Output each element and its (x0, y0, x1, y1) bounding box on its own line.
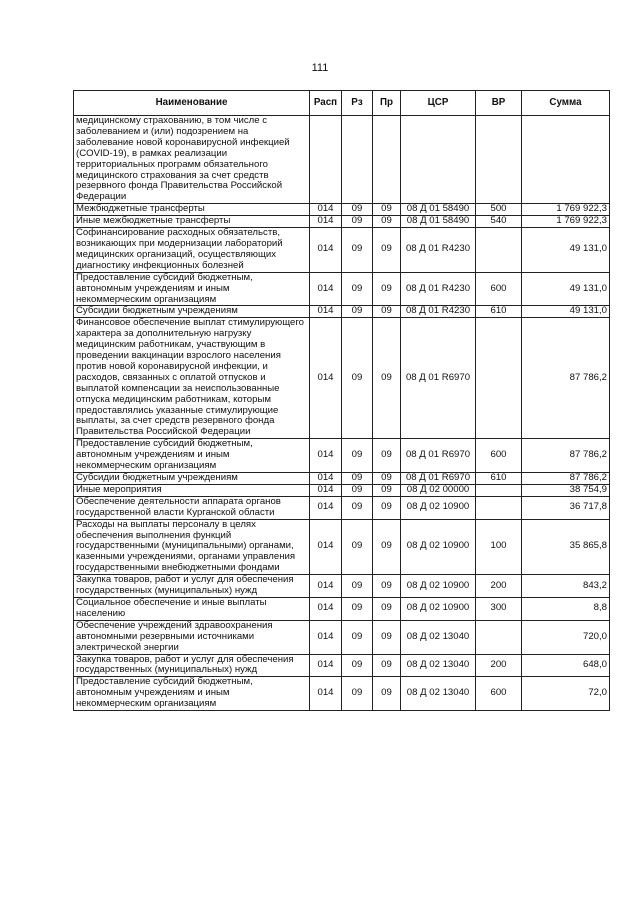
cell-pr: 09 (373, 597, 401, 620)
cell-rasp: 014 (310, 519, 342, 575)
cell-vr: 600 (476, 272, 522, 306)
cell-csr: 08 Д 01 58490 (401, 216, 476, 228)
cell-name: Закупка товаров, работ и услуг для обеспечения государственных (муниципальных) нужд (74, 575, 310, 598)
cell-sum: 8,8 (522, 597, 610, 620)
cell-rasp (310, 116, 342, 204)
cell-rz: 09 (342, 439, 373, 473)
cell-rasp: 014 (310, 597, 342, 620)
page-number: 111 (311, 62, 329, 74)
table-row (74, 318, 610, 439)
cell-rz (342, 116, 373, 204)
cell-rasp: 014 (310, 272, 342, 306)
cell-rz: 09 (342, 318, 373, 439)
cell-rasp: 014 (310, 620, 342, 654)
cell-name: Закупка товаров, работ и услуг для обеспечения государственных (муниципальных) нужд (74, 654, 310, 677)
cell-sum (522, 116, 610, 204)
cell-rasp: 014 (310, 306, 342, 318)
cell-pr: 09 (373, 575, 401, 598)
cell-vr: 100 (476, 519, 522, 575)
cell-sum: 648,0 (522, 654, 610, 677)
cell-sum: 49 131,0 (522, 306, 610, 318)
table-header-row (74, 91, 610, 116)
table-row (74, 272, 610, 306)
cell-csr: 08 Д 01 R4230 (401, 272, 476, 306)
cell-pr: 09 (373, 473, 401, 485)
cell-pr: 09 (373, 228, 401, 273)
cell-pr: 09 (373, 216, 401, 228)
table-row (74, 597, 610, 620)
cell-name: Обеспечение учреждений здравоохранения автономными резервными источниками электрической энергии (74, 620, 310, 654)
cell-name: Социальное обеспечение и иные выплаты населению (74, 597, 310, 620)
cell-pr: 09 (373, 272, 401, 306)
cell-pr: 09 (373, 654, 401, 677)
cell-rz: 09 (342, 597, 373, 620)
cell-rz: 09 (342, 677, 373, 711)
cell-pr: 09 (373, 318, 401, 439)
cell-rasp: 014 (310, 216, 342, 228)
cell-vr: 610 (476, 473, 522, 485)
header-pr: Пр (373, 91, 401, 116)
cell-name: Предоставление субсидий бюджетным, автономным учреждениям и иным некоммерческим организациям (74, 272, 310, 306)
cell-sum: 49 131,0 (522, 228, 610, 273)
cell-rasp: 014 (310, 473, 342, 485)
cell-rasp: 014 (310, 439, 342, 473)
cell-pr: 09 (373, 496, 401, 519)
cell-rz: 09 (342, 575, 373, 598)
cell-rz: 09 (342, 306, 373, 318)
cell-name: Иные межбюджетные трансферты (74, 216, 310, 228)
cell-name: Межбюджетные трансферты (74, 204, 310, 216)
cell-vr (476, 318, 522, 439)
cell-vr (476, 496, 522, 519)
cell-name: Обеспечение деятельности аппарата органов государственной власти Курганской области (74, 496, 310, 519)
cell-rz: 09 (342, 473, 373, 485)
cell-rasp: 014 (310, 318, 342, 439)
cell-rz: 09 (342, 204, 373, 216)
cell-sum: 843,2 (522, 575, 610, 598)
cell-csr: 08 Д 02 13040 (401, 654, 476, 677)
cell-rasp: 014 (310, 496, 342, 519)
cell-rasp: 014 (310, 484, 342, 496)
cell-sum: 87 786,2 (522, 473, 610, 485)
cell-vr: 300 (476, 597, 522, 620)
header-name: Наименование (74, 91, 310, 116)
cell-name: Финансовое обеспечение выплат стимулирующего характера за дополнительную нагрузку медицинским работникам, участвующим в проведении вакцинации взрослого населения против новой коронавирусной инфекции, и расходов, связанных с оплатой отпусков и выплатой компенсации за неиспользованные отпуска медицинским работникам, которым предоставлялись указанные стимулирующие выплаты, за счет средств резервного фонда Правительства Российской Федерации (74, 318, 310, 439)
cell-vr: 500 (476, 204, 522, 216)
cell-name: медицинскому страхованию, в том числе с заболеванием и (или) подозрением на заболевание новой коронавирусной инфекцией (COVID-19), в рамках реализации территориальных программ обязательного медицинского страхования за счет средств резервного фонда Правительства Российской Федерации (74, 116, 310, 204)
header-csr: ЦСР (401, 91, 476, 116)
cell-rasp: 014 (310, 654, 342, 677)
cell-rz: 09 (342, 496, 373, 519)
cell-name: Субсидии бюджетным учреждениям (74, 473, 310, 485)
cell-csr: 08 Д 02 10900 (401, 496, 476, 519)
cell-pr: 09 (373, 677, 401, 711)
cell-csr: 08 Д 02 10900 (401, 575, 476, 598)
table-row (74, 620, 610, 654)
table-row (74, 575, 610, 598)
cell-rasp: 014 (310, 204, 342, 216)
cell-vr: 200 (476, 654, 522, 677)
table-row (74, 677, 610, 711)
cell-rz: 09 (342, 272, 373, 306)
header-sum: Сумма (522, 91, 610, 116)
cell-vr: 600 (476, 439, 522, 473)
table-row (74, 216, 610, 228)
cell-sum: 38 754,9 (522, 484, 610, 496)
cell-name: Софинансирование расходных обязательств, возникающих при модернизации лабораторий медицинских организаций, осуществляющих диагностику инфекционных болезней (74, 228, 310, 273)
cell-name: Предоставление субсидий бюджетным, автономным учреждениям и иным некоммерческим организациям (74, 677, 310, 711)
cell-rz: 09 (342, 484, 373, 496)
cell-name: Иные мероприятия (74, 484, 310, 496)
cell-csr: 08 Д 01 R4230 (401, 228, 476, 273)
cell-vr: 600 (476, 677, 522, 711)
cell-csr: 08 Д 02 10900 (401, 597, 476, 620)
cell-sum: 87 786,2 (522, 439, 610, 473)
table-row (74, 654, 610, 677)
cell-csr: 08 Д 01 R4230 (401, 306, 476, 318)
cell-pr (373, 116, 401, 204)
table-row (74, 306, 610, 318)
table-row (74, 484, 610, 496)
cell-pr: 09 (373, 306, 401, 318)
cell-sum: 1 769 922,3 (522, 204, 610, 216)
cell-vr (476, 484, 522, 496)
table-body (74, 116, 610, 711)
cell-sum: 72,0 (522, 677, 610, 711)
cell-vr (476, 228, 522, 273)
cell-vr: 540 (476, 216, 522, 228)
cell-sum: 87 786,2 (522, 318, 610, 439)
cell-csr: 08 Д 02 00000 (401, 484, 476, 496)
table-row (74, 116, 610, 204)
cell-rasp: 014 (310, 677, 342, 711)
cell-rasp: 014 (310, 575, 342, 598)
cell-rz: 09 (342, 228, 373, 273)
table-row (74, 204, 610, 216)
cell-name: Субсидии бюджетным учреждениям (74, 306, 310, 318)
cell-rasp: 014 (310, 228, 342, 273)
cell-csr: 08 Д 02 10900 (401, 519, 476, 575)
cell-name: Расходы на выплаты персоналу в целях обеспечения выполнения функций государственными (муниципальными) органами, казенными учреждениями, органами управления государственными внебюджетными фондами (74, 519, 310, 575)
cell-name: Предоставление субсидий бюджетным, автономным учреждениям и иным некоммерческим организациям (74, 439, 310, 473)
cell-pr: 09 (373, 620, 401, 654)
cell-rz: 09 (342, 654, 373, 677)
cell-csr (401, 116, 476, 204)
table-row (74, 439, 610, 473)
table-row (74, 473, 610, 485)
table-row (74, 496, 610, 519)
cell-rz: 09 (342, 620, 373, 654)
cell-sum: 35 865,8 (522, 519, 610, 575)
header-rz: Рз (342, 91, 373, 116)
cell-sum: 49 131,0 (522, 272, 610, 306)
cell-csr: 08 Д 01 R6970 (401, 473, 476, 485)
cell-pr: 09 (373, 204, 401, 216)
cell-vr (476, 620, 522, 654)
cell-csr: 08 Д 02 13040 (401, 620, 476, 654)
table-row (74, 519, 610, 575)
cell-pr: 09 (373, 439, 401, 473)
cell-rz: 09 (342, 216, 373, 228)
cell-csr: 08 Д 01 58490 (401, 204, 476, 216)
header-rasp: Расп (310, 91, 342, 116)
cell-csr: 08 Д 01 R6970 (401, 439, 476, 473)
cell-vr: 200 (476, 575, 522, 598)
cell-rz: 09 (342, 519, 373, 575)
cell-pr: 09 (373, 484, 401, 496)
cell-vr: 610 (476, 306, 522, 318)
cell-sum: 1 769 922,3 (522, 216, 610, 228)
cell-pr: 09 (373, 519, 401, 575)
header-vr: ВР (476, 91, 522, 116)
cell-csr: 08 Д 01 R6970 (401, 318, 476, 439)
budget-table (73, 90, 610, 711)
table-row (74, 228, 610, 273)
cell-csr: 08 Д 02 13040 (401, 677, 476, 711)
cell-sum: 720,0 (522, 620, 610, 654)
cell-vr (476, 116, 522, 204)
cell-sum: 36 717,8 (522, 496, 610, 519)
